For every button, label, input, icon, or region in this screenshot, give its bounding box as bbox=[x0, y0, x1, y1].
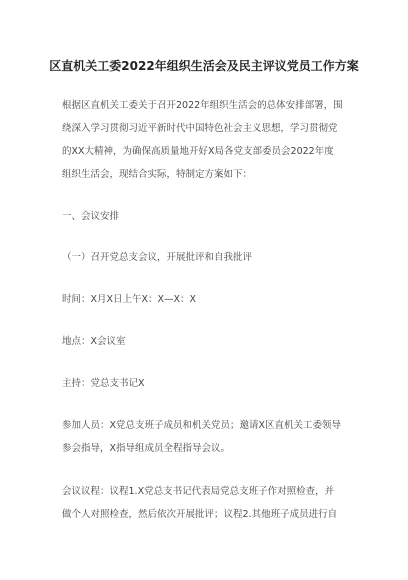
meeting-location: 地点：X会议室 bbox=[62, 336, 126, 347]
document-title: 区直机关工委2022年组织生活会及民主评议党员工作方案 bbox=[49, 59, 359, 73]
section-heading: 一、会议安排 bbox=[62, 211, 120, 222]
participants-line-2: 参会指导，X指导组成员全程指导会议。 bbox=[62, 443, 231, 454]
intro-line-4: 组织生活会，现结合实际，特制定方案如下： bbox=[62, 169, 253, 180]
intro-line-3: 的XX大精神，为确保高质量地开好X局各党支部委员会2022年度 bbox=[62, 146, 334, 157]
intro-line-1: 根据区直机关工委关于召开2022年组织生活会的总体安排部署，围 bbox=[62, 100, 343, 111]
agenda-line-2: 做个人对照检查，然后依次开展批评；议程2.其他班子成员进行自 bbox=[62, 509, 338, 520]
meeting-host: 主持：党总支书记X bbox=[62, 378, 145, 389]
participants-line-1: 参加人员：X党总支班子成员和机关党员；邀请X区直机关工委领导 bbox=[62, 420, 342, 431]
subsection-heading: （一）召开党总支会议，开展批评和自我批评 bbox=[62, 252, 253, 263]
meeting-time: 时间：X月X日上午X：X—X：X bbox=[62, 294, 197, 305]
agenda-line-1: 会议议程：议程1.X党总支书记代表局党总支班子作对照检查，并 bbox=[62, 486, 335, 497]
intro-line-2: 绕深入学习贯彻习近平新时代中国特色社会主义思想，学习贯彻党 bbox=[62, 123, 338, 134]
